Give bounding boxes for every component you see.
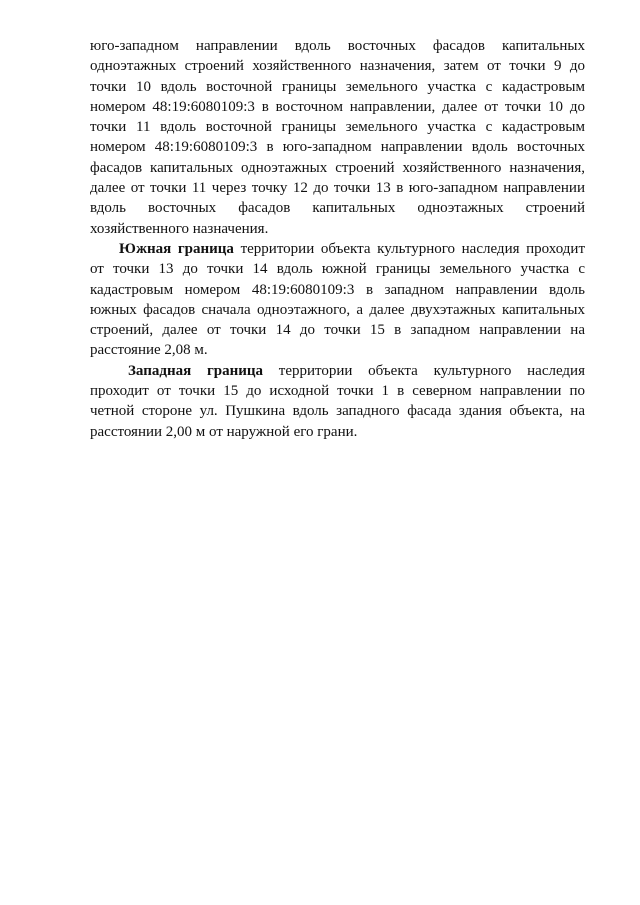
- west-border-heading: Западная граница: [128, 362, 264, 379]
- south-border-heading: Южная граница: [119, 240, 234, 257]
- paragraph-text: юго-западном направлении вдоль восточных фасадов капитальных одноэтажных строений хозяйственного назначения, затем от точки 9 до точки 10 вдоль восточной границы земельного участка с кадастровым номером 48:19:6080109:3 в восточном направлении, далее от точки 10 до точки 11 вдоль восточной границы земельного участка с кадастровым номером 48:19:6080109:3 в юго-западном направлении вдоль восточных фасадов капитальных одноэтажных строений хозяйственного назначения, далее от точки 11 через точку 12 до точки 13 в юго-западном направлении вдоль восточных фасадов капитальных одноэтажных строений хозяйственного назначения.: [90, 38, 585, 237]
- paragraph-east-border-continued: [90, 36, 585, 239]
- paragraph-text: территории объекта культурного наследия проходит от точки 15 до исходной точки 1 в северном направлении по четной стороне ул. Пушкина вдоль западного фасада здания объекта, на расстоянии 2,00 м от наружной его грани.: [90, 362, 585, 440]
- paragraph-west-border: [90, 361, 585, 442]
- document-page: [90, 36, 585, 442]
- paragraph-text: территории объекта культурного наследия проходит от точки 13 до точки 14 вдоль южной границы земельного участка с кадастровым номером 48:19:6080109:3 в западном направлении вдоль южных фасадов сначала одноэтажного, а далее двухэтажных капитальных строений, далее от точки 14 до точки 15 в западном направлении на расстояние 2,08 м.: [90, 240, 585, 359]
- paragraph-south-border: [90, 239, 585, 361]
